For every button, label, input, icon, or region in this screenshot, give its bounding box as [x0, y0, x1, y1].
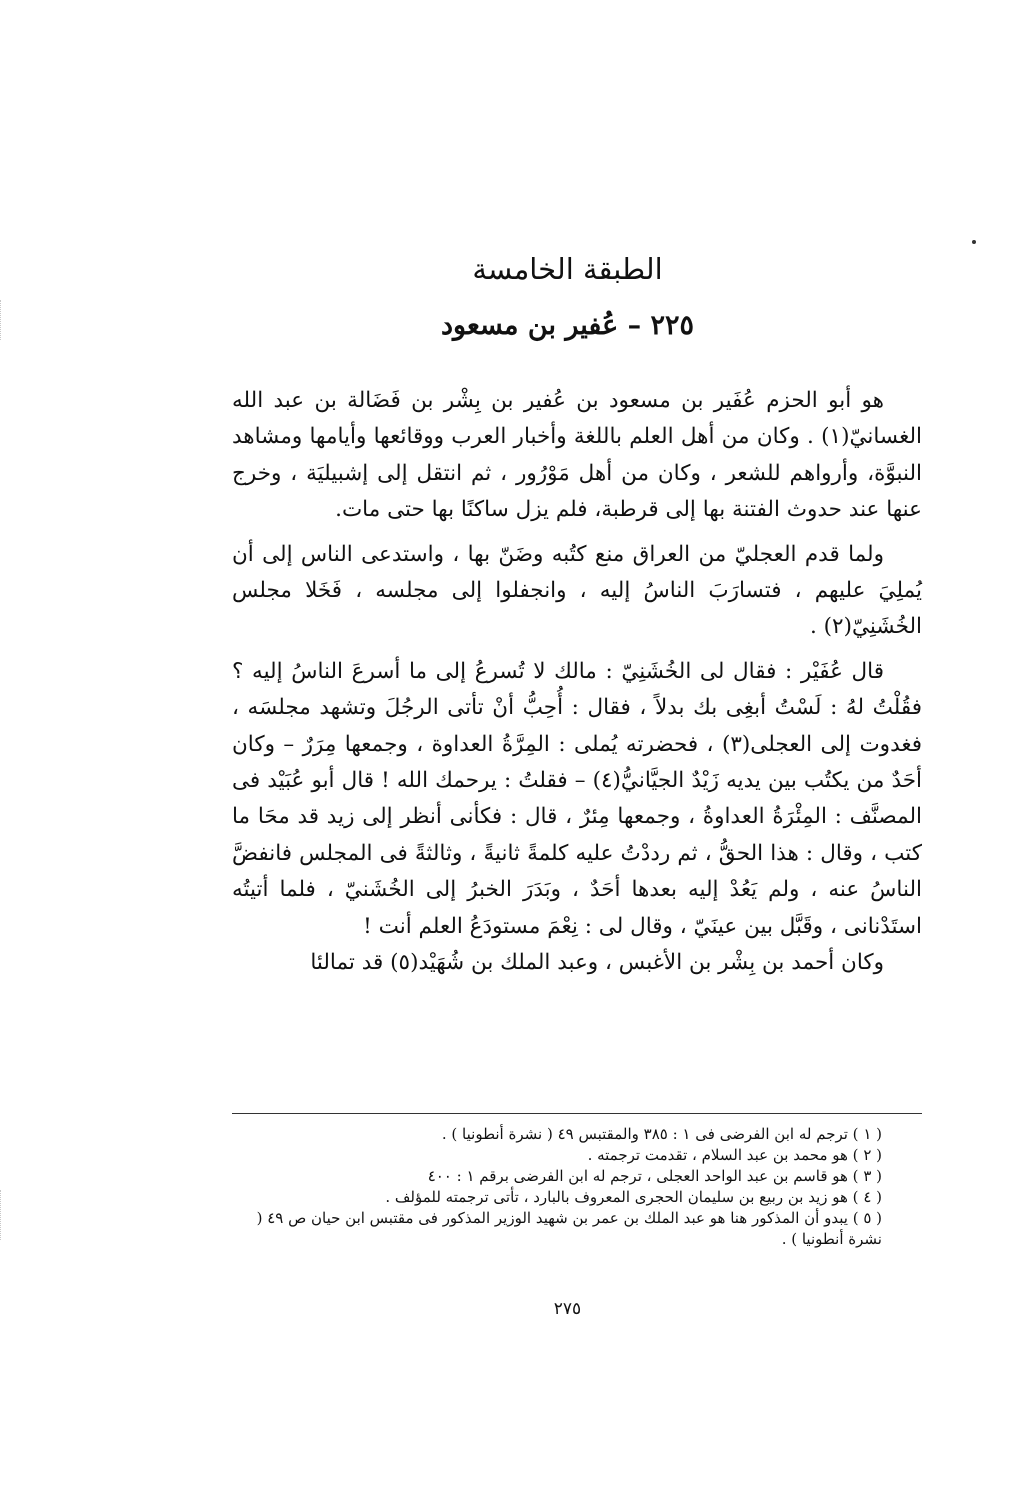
paragraph: ولما قدم العجليّ من العراق منع كتُبه وضَنّ بها ، واستدعى الناس إلى أن يُملِيَ عليهم ، فتسارَبَ الناسُ إليه ، وانجفلوا إلى مجلسه ، فَخَلا مجلس الخُشَنِيّ(٢) . [232, 541, 922, 640]
page-number: ٢٧٥ [553, 1299, 582, 1319]
entry-title: ٢٢٥ – عُفير بن مسعود [440, 310, 695, 341]
paragraph: وكان أحمد بن بِشْر بن الأغبس ، وعبد الملك بن شُهَيْد(٥) قد تمالئا [310, 950, 884, 976]
body-text [232, 383, 922, 982]
footnotes [232, 1124, 922, 1250]
paragraph: قال عُفَيْر : فقال لى الخُشَنِيّ : مالك لا تُسرعُ إلى ما أسرعَ الناسُ إليه ؟ فقُلْتُ لهُ : لَسْتُ أبغِى بك بدلاً ، فقال : أُحِبُّ أنْ تأتى الرجُلَ وتشهد مجلسَه ، فغدوت إلى العجلى(٣) ، فحضرته يُملى : المِرَّةُ العداوة ، وجمعها مِرَرٌ – وكان أحَدٌ من يكتُب بين يديه زَيْدٌ الجيَّانيُّ(٤) – فقلتُ : يرحمك الله ! قال أبو عُبَيْد فى المصنَّف : المِئْرَةُ العداوةُ ، وجمعها مِئرٌ ، قال : فكأنى أنظر إلى زيد قد محَا ما كتب ، وقال : هذا الحقُّ ، ثم رددْتُ عليه كلمةً ثانيةً ، وثالثةً فى المجلس فانفضَّ الناسُ عنه ، ولم يَعُدْ إليه بعدها أحَدٌ ، وبَدَرَ الخبرُ إلى الخُشَنيّ ، فلما أتيتُه استَدْنانى ، وقَبَّل بين عينَيّ ، وقال لى : نِعْمَ مستودَعُ العلم أنت ! [232, 658, 923, 939]
footnote: ( ١ ) ترجم له ابن الفرضى فى ١ : ٣٨٥ والمقتبس ٤٩ ( نشرة أنطونيا ) . [441, 1125, 882, 1143]
footnote: ( ٤ ) هو زيد بن ربيع بن سليمان الحجرى المعروف بالبارد ، تأتى ترجمته للمؤلف . [385, 1188, 882, 1206]
margin-dot [972, 240, 976, 244]
paragraph: هو أبو الحزم عُفَير بن مسعود بن عُفير بن بِشْر بن فَضَالة بن عبد الله الغسانيّ(١) . وكان من أهل العلم باللغة وأخبار العرب ووقائعها وأيامها ومشاهد النبوَّة، وأرواهم للشعر ، وكان من أهل مَوْرُور ، ثم انتقل إلى إشبيليَة ، وخرج عنها عند حدوث الفتنة بها إلى قرطبة، فلم يزل ساكنًا بها حتى مات. [232, 388, 922, 523]
scan-edge-mark [0, 1190, 7, 1240]
footnote: ( ٢ ) هو محمد بن عبد السلام ، تقدمت ترجمته . [587, 1146, 882, 1164]
footnote: ( ٥ ) يبدو أن المذكور هنا هو عبد الملك بن عمر بن شهيد الوزير المذكور فى مقتبس ابن حيان ص ٤٩ ( نشرة أنطونيا ) . [256, 1209, 882, 1248]
footnote: ( ٣ ) هو قاسم بن عبد الواحد العجلى ، ترجم له ابن الفرضى برقم ١ : ٤٠٠ [427, 1167, 882, 1185]
footnote-divider [232, 1113, 922, 1114]
chapter-title: الطبقة الخامسة [472, 252, 663, 286]
